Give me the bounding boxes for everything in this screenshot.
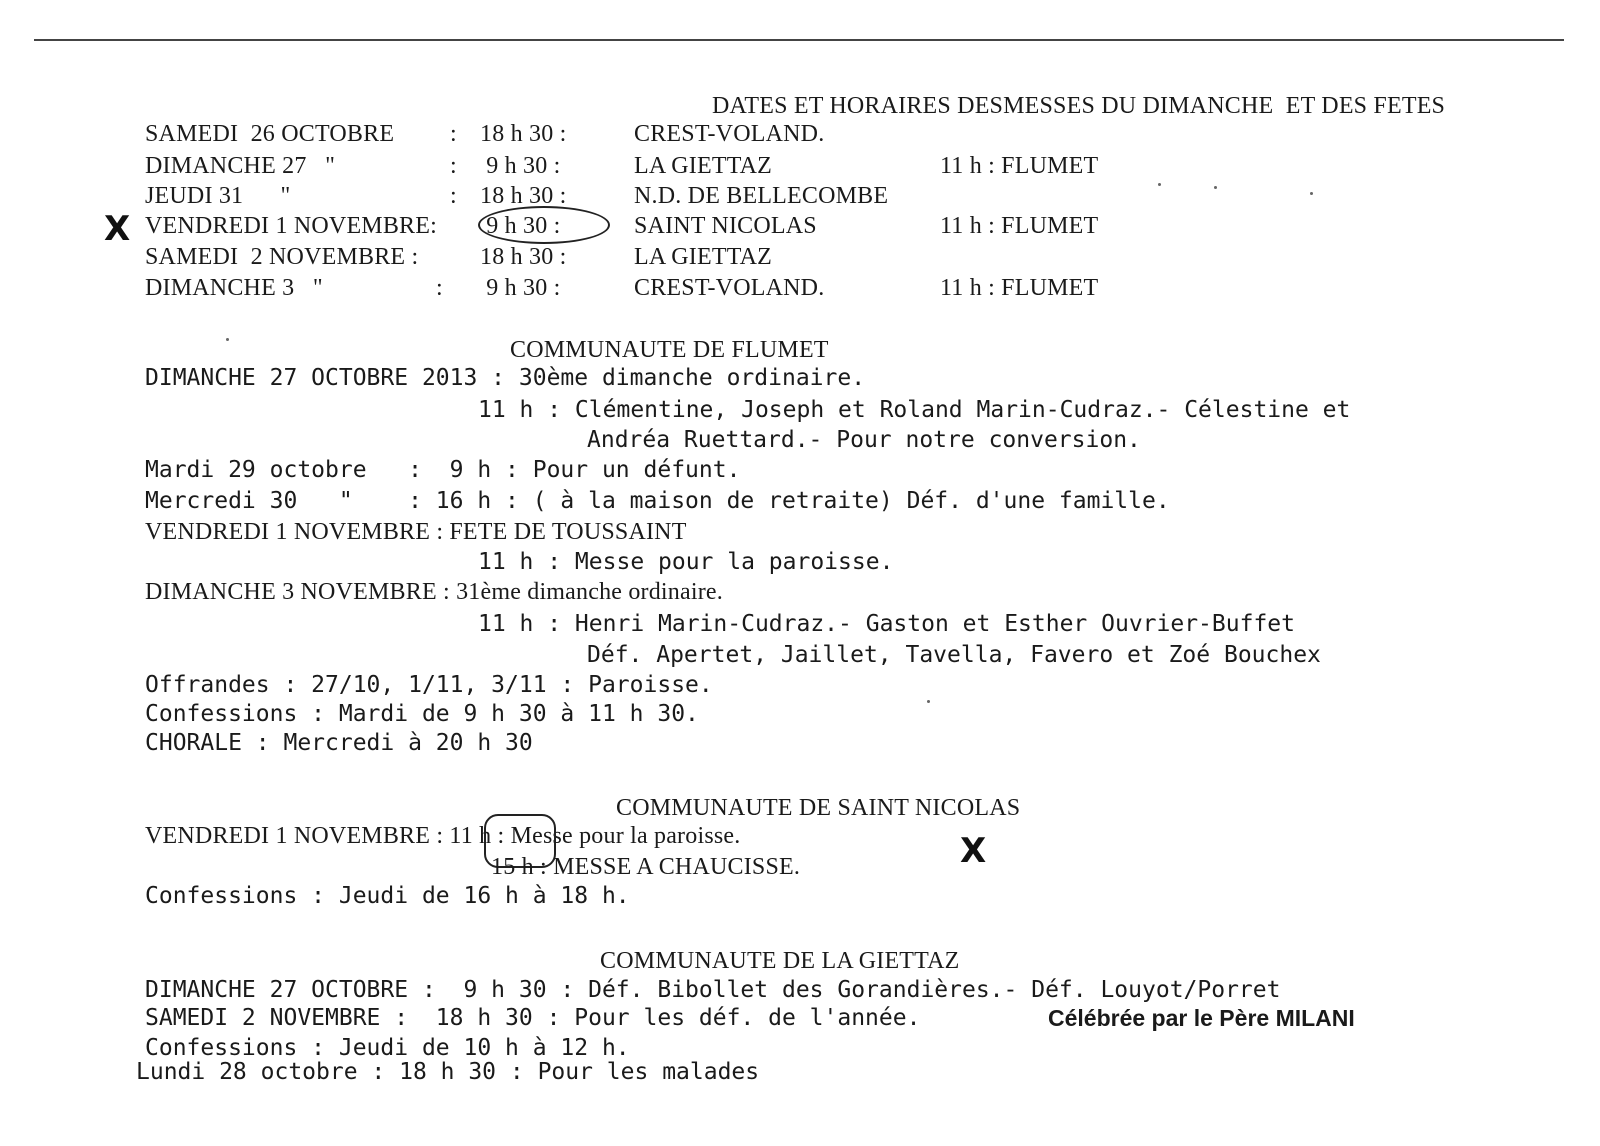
schedule-sep-3: : bbox=[450, 183, 457, 209]
giettaz-line-3: Confessions : Jeudi de 10 h à 12 h. bbox=[145, 1035, 630, 1061]
schedule-day-1: SAMEDI 26 OCTOBRE bbox=[145, 121, 395, 147]
saint-nicolas-line-1: VENDREDI 1 NOVEMBRE : 11 h : Messe pour la paroisse. bbox=[145, 823, 741, 849]
schedule-place-6: CREST-VOLAND. bbox=[634, 275, 825, 301]
cross-mark-1: X bbox=[104, 209, 131, 249]
schedule-place-5: LA GIETTAZ bbox=[634, 244, 773, 270]
schedule-place-2: LA GIETTAZ bbox=[634, 153, 773, 179]
giettaz-line-2-bold: Célébrée par le Père MILANI bbox=[1048, 1005, 1355, 1031]
schedule-second-2: 11 h : FLUMET bbox=[940, 153, 1099, 179]
schedule-day-2: DIMANCHE 27 " bbox=[145, 153, 336, 179]
speck bbox=[1158, 183, 1161, 186]
speck bbox=[1310, 192, 1313, 195]
schedule-time-6: 9 h 30 : bbox=[480, 275, 561, 301]
flumet-line-13: CHORALE : Mercredi à 20 h 30 bbox=[145, 730, 533, 756]
flumet-line-9: 11 h : Henri Marin-Cudraz.- Gaston et Esther Ouvrier-Buffet bbox=[478, 611, 1295, 637]
giettaz-line-1: DIMANCHE 27 OCTOBRE : 9 h 30 : Déf. Bibollet des Gorandières.- Déf. Louyot/Porret bbox=[145, 977, 1281, 1003]
flumet-line-7: 11 h : Messe pour la paroisse. bbox=[478, 549, 894, 575]
top-rule bbox=[34, 39, 1564, 41]
giettaz-line-2: SAMEDI 2 NOVEMBRE : 18 h 30 : Pour les déf. de l'année. bbox=[145, 1005, 921, 1031]
section-title-flumet: COMMUNAUTE DE FLUMET bbox=[510, 337, 829, 363]
schedule-day-5: SAMEDI 2 NOVEMBRE : bbox=[145, 244, 419, 270]
schedule-day-3: JEUDI 31 " bbox=[145, 183, 291, 209]
schedule-time-5: 18 h 30 : bbox=[480, 244, 567, 270]
giettaz-line-4: Lundi 28 octobre : 18 h 30 : Pour les malades bbox=[136, 1059, 760, 1085]
flumet-line-6: VENDREDI 1 NOVEMBRE : FETE DE TOUSSAINT bbox=[145, 519, 687, 545]
flumet-line-12: Confessions : Mardi de 9 h 30 à 11 h 30. bbox=[145, 701, 699, 727]
schedule-place-4: SAINT NICOLAS bbox=[634, 213, 817, 239]
flumet-line-2: 11 h : Clémentine, Joseph et Roland Marin-Cudraz.- Célestine et bbox=[478, 397, 1351, 423]
flumet-line-11: Offrandes : 27/10, 1/11, 3/11 : Paroisse. bbox=[145, 672, 713, 698]
speck bbox=[927, 700, 930, 703]
schedule-time-3: 18 h 30 : bbox=[480, 183, 567, 209]
time-circle bbox=[478, 206, 610, 244]
flumet-line-3: Andréa Ruettard.- Pour notre conversion. bbox=[587, 427, 1141, 453]
schedule-sep-6: : bbox=[436, 275, 443, 301]
header-title: DATES ET HORAIRES DESMESSES DU DIMANCHE ET DES FETES bbox=[712, 93, 1446, 119]
schedule-place-3: N.D. DE BELLECOMBE bbox=[634, 183, 889, 209]
schedule-time-4: 9 h 30 : bbox=[480, 213, 561, 239]
schedule-day-6: DIMANCHE 3 " bbox=[145, 275, 323, 301]
speck bbox=[226, 338, 229, 341]
saint-nicolas-line-2: 15 h : MESSE A CHAUCISSE. bbox=[491, 854, 801, 880]
section-title-saint-nicolas: COMMUNAUTE DE SAINT NICOLAS bbox=[616, 795, 1021, 821]
schedule-sep-1: : bbox=[450, 121, 457, 147]
schedule-day-4: VENDREDI 1 NOVEMBRE: bbox=[145, 213, 437, 239]
flumet-line-5: Mercredi 30 " : 16 h : ( à la maison de retraite) Déf. d'une famille. bbox=[145, 488, 1170, 514]
schedule-second-6: 11 h : FLUMET bbox=[940, 275, 1099, 301]
schedule-place-1: CREST-VOLAND. bbox=[634, 121, 825, 147]
saint-nicolas-line-3: Confessions : Jeudi de 16 h à 18 h. bbox=[145, 883, 630, 909]
schedule-time-2: 9 h 30 : bbox=[480, 153, 561, 179]
speck bbox=[1214, 186, 1217, 189]
cross-mark-2: X bbox=[960, 831, 987, 871]
flumet-line-4: Mardi 29 octobre : 9 h : Pour un défunt. bbox=[145, 457, 741, 483]
flumet-line-1: DIMANCHE 27 OCTOBRE 2013 : 30ème dimanche ordinaire. bbox=[145, 365, 866, 391]
schedule-time-1: 18 h 30 : bbox=[480, 121, 567, 147]
section-title-giettaz: COMMUNAUTE DE LA GIETTAZ bbox=[600, 948, 960, 974]
flumet-line-10: Déf. Apertet, Jaillet, Tavella, Favero et Zoé Bouchex bbox=[587, 642, 1321, 668]
flumet-line-8: DIMANCHE 3 NOVEMBRE : 31ème dimanche ordinaire. bbox=[145, 579, 723, 605]
schedule-second-4: 11 h : FLUMET bbox=[940, 213, 1099, 239]
schedule-sep-2: : bbox=[450, 153, 457, 179]
